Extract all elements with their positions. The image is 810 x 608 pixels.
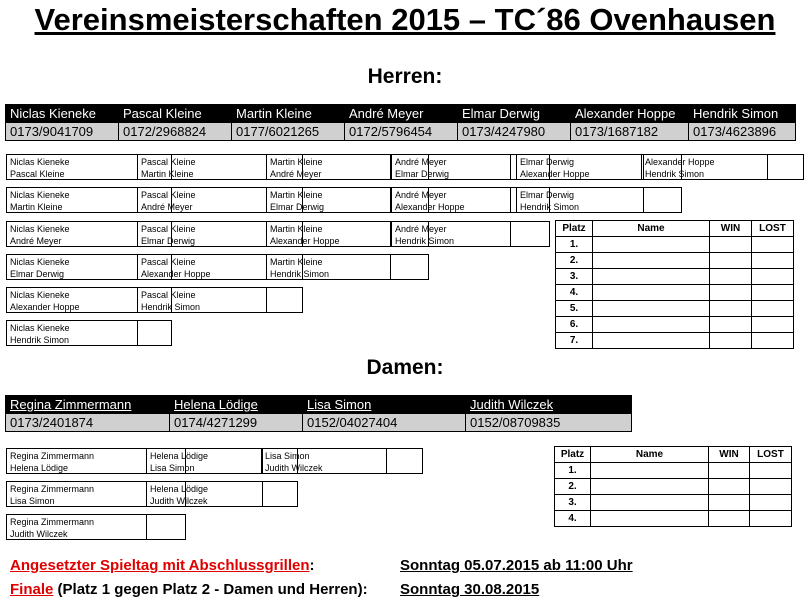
match-player-1: Niclas Kieneke	[10, 190, 70, 200]
contact-phone: 0152/08709835	[466, 414, 632, 432]
ranking-lost-cell[interactable]	[752, 253, 794, 269]
match-player-1: Pascal Kleine	[141, 157, 196, 167]
match-player-2: Alexander Hoppe	[10, 302, 80, 312]
match-player-2: Hendrik Simon	[645, 169, 705, 179]
ranking-win-cell[interactable]	[709, 479, 750, 495]
ranking-win-cell[interactable]	[710, 253, 752, 269]
match-player-1: André Meyer	[395, 224, 447, 234]
match-box	[146, 481, 298, 507]
ranking-lost-cell[interactable]	[750, 511, 792, 527]
match-result-cell[interactable]	[386, 448, 423, 474]
match-players	[265, 450, 323, 474]
match-player-2: Elmar Derwig	[141, 236, 196, 246]
match-result-cell[interactable]	[262, 481, 298, 507]
ranking-name-cell[interactable]	[591, 479, 709, 495]
footer-label-1: Angesetzter Spieltag mit Abschlussgrillen	[10, 557, 310, 574]
footer-value-1: Sonntag 05.07.2015 ab 11:00 Uhr	[400, 557, 633, 574]
ranking-win-cell[interactable]	[710, 285, 752, 301]
match-player-2: Elmar Derwig	[10, 269, 65, 279]
footer-line-2	[10, 581, 368, 599]
match-player-2: André Meyer	[270, 169, 322, 179]
match-player-2: Hendrik Simon	[395, 236, 455, 246]
ranking-row	[556, 333, 794, 349]
match-player-2: Judith Wilczek	[150, 496, 208, 506]
ranking-name-cell[interactable]	[591, 495, 709, 511]
ranking-lost-cell[interactable]	[752, 301, 794, 317]
ranking-win-cell[interactable]	[709, 495, 750, 511]
ranking-row	[556, 285, 794, 301]
ranking-place: 1.	[556, 237, 593, 253]
match-player-1: Lisa Simon	[265, 451, 310, 461]
contact-name: Regina Zimmermann	[6, 396, 170, 414]
footer-line-1	[10, 557, 315, 575]
match-player-1: Pascal Kleine	[141, 190, 196, 200]
contact-name: Judith Wilczek	[466, 396, 632, 414]
contact-name: Niclas Kieneke	[6, 105, 119, 123]
match-player-2: Martin Kleine	[141, 169, 194, 179]
ranking-header: WIN	[709, 447, 750, 463]
match-box	[641, 154, 804, 180]
ranking-header: Name	[591, 447, 709, 463]
match-players	[141, 223, 196, 247]
match-player-2: Alexander Hoppe	[141, 269, 211, 279]
match-player-1: Helena Lödige	[150, 451, 209, 461]
ranking-name-cell[interactable]	[593, 333, 710, 349]
damen-heading: Damen:	[366, 356, 444, 379]
match-player-1: Pascal Kleine	[141, 290, 196, 300]
ranking-row	[556, 269, 794, 285]
match-players	[10, 156, 70, 180]
match-player-1: Elmar Derwig	[520, 157, 575, 167]
ranking-win-cell[interactable]	[710, 301, 752, 317]
match-players	[270, 156, 323, 180]
contact-phone: 0173/2401874	[6, 414, 170, 432]
match-player-2: Hendrik Simon	[520, 202, 580, 212]
ranking-lost-cell[interactable]	[750, 495, 792, 511]
match-players	[141, 189, 196, 213]
ranking-name-cell[interactable]	[593, 253, 710, 269]
match-players	[150, 483, 208, 507]
ranking-place: 2.	[556, 253, 593, 269]
contact-phone: 0173/9041709	[6, 123, 119, 141]
match-result-cell[interactable]	[266, 287, 303, 313]
match-players	[270, 223, 340, 247]
herren-heading: Herren:	[367, 65, 443, 88]
ranking-row	[556, 301, 794, 317]
herren-ranking-table	[555, 220, 794, 349]
match-box	[261, 448, 423, 474]
match-players	[10, 322, 70, 346]
contact-phone: 0173/4247980	[458, 123, 571, 141]
match-player-1: Martin Kleine	[270, 190, 323, 200]
ranking-row	[556, 237, 794, 253]
ranking-header: Platz	[556, 221, 593, 237]
match-player-1: Regina Zimmermann	[10, 451, 95, 461]
ranking-lost-cell[interactable]	[752, 269, 794, 285]
match-result-cell[interactable]	[390, 254, 429, 280]
match-players	[150, 450, 208, 474]
match-player-1: André Meyer	[395, 190, 447, 200]
damen-ranking-table	[554, 446, 792, 527]
match-result-cell[interactable]	[643, 187, 682, 213]
ranking-row	[555, 463, 792, 479]
match-player-1: Niclas Kieneke	[10, 224, 70, 234]
match-player-1: Niclas Kieneke	[10, 257, 70, 267]
ranking-win-cell[interactable]	[710, 237, 752, 253]
match-player-1: Martin Kleine	[270, 224, 323, 234]
contact-name: Pascal Kleine	[119, 105, 232, 123]
ranking-name-cell[interactable]	[593, 269, 710, 285]
ranking-header-row	[555, 447, 792, 463]
match-player-2: Lisa Simon	[10, 496, 55, 506]
match-players	[645, 156, 715, 180]
ranking-header-row	[556, 221, 794, 237]
page-title: Vereinsmeisterschaften 2015 – TC´86 Ovenhausen	[34, 2, 776, 37]
match-player-2: Martin Kleine	[10, 202, 63, 212]
match-players	[141, 289, 200, 313]
ranking-lost-cell[interactable]	[752, 237, 794, 253]
match-players	[10, 223, 70, 247]
match-box	[137, 287, 303, 313]
ranking-place: 4.	[555, 511, 591, 527]
contact-name: André Meyer	[345, 105, 458, 123]
contact-name: Elmar Derwig	[458, 105, 571, 123]
match-player-2: Helena Lödige	[10, 463, 69, 473]
match-players	[520, 156, 590, 180]
match-player-1: Regina Zimmermann	[10, 517, 95, 527]
contact-name: Alexander Hoppe	[571, 105, 689, 123]
match-player-1: Martin Kleine	[270, 157, 323, 167]
ranking-lost-cell[interactable]	[752, 333, 794, 349]
match-player-1: Pascal Kleine	[141, 257, 196, 267]
footer-label-2: Finale	[10, 581, 54, 598]
match-box	[6, 320, 172, 346]
herren-contact-table	[5, 104, 796, 141]
match-player-2: Lisa Simon	[150, 463, 195, 473]
damen-contact-table	[5, 395, 632, 432]
ranking-name-cell[interactable]	[593, 301, 710, 317]
contact-name: Hendrik Simon	[689, 105, 796, 123]
match-player-2: Hendrik Simon	[10, 335, 70, 345]
match-player-2: Pascal Kleine	[10, 169, 65, 179]
ranking-place: 1.	[555, 463, 591, 479]
match-box	[516, 187, 682, 213]
match-result-cell[interactable]	[137, 320, 172, 346]
match-player-2: Judith Wilczek	[10, 529, 68, 539]
ranking-place: 4.	[556, 285, 593, 301]
ranking-header: Name	[593, 221, 710, 237]
match-player-2: Alexander Hoppe	[520, 169, 590, 179]
ranking-win-cell[interactable]	[709, 511, 750, 527]
contact-name: Helena Lödige	[170, 396, 303, 414]
match-player-2: Alexander Hoppe	[395, 202, 465, 212]
contact-phone: 0174/4271299	[170, 414, 303, 432]
ranking-header: LOST	[752, 221, 794, 237]
ranking-place: 7.	[556, 333, 593, 349]
match-box	[6, 514, 186, 540]
match-player-2: Elmar Derwig	[395, 169, 450, 179]
footer-suffix-1: :	[309, 557, 315, 574]
ranking-name-cell[interactable]	[593, 317, 710, 333]
match-player-1: André Meyer	[395, 157, 447, 167]
match-players	[395, 189, 465, 213]
match-players	[10, 256, 70, 280]
ranking-lost-cell[interactable]	[752, 317, 794, 333]
match-player-1: Helena Lödige	[150, 484, 209, 494]
match-player-1: Regina Zimmermann	[10, 484, 95, 494]
contact-name: Martin Kleine	[232, 105, 345, 123]
match-result-cell[interactable]	[146, 514, 186, 540]
match-players	[10, 289, 80, 313]
match-player-1: Niclas Kieneke	[10, 290, 70, 300]
contact-phone: 0173/4623896	[689, 123, 796, 141]
match-players	[520, 189, 579, 213]
match-player-2: Elmar Derwig	[270, 202, 325, 212]
ranking-place: 5.	[556, 301, 593, 317]
ranking-name-cell[interactable]	[593, 237, 710, 253]
ranking-win-cell[interactable]	[709, 463, 750, 479]
contact-phone: 0177/6021265	[232, 123, 345, 141]
match-player-2: Hendrik Simon	[270, 269, 330, 279]
contact-phone: 0172/2968824	[119, 123, 232, 141]
ranking-row	[555, 479, 792, 495]
ranking-win-cell[interactable]	[710, 333, 752, 349]
footer-value-2: Sonntag 30.08.2015	[400, 581, 540, 598]
match-player-1: Elmar Derwig	[520, 190, 575, 200]
contact-name: Lisa Simon	[303, 396, 466, 414]
ranking-lost-cell[interactable]	[750, 463, 792, 479]
match-player-2: André Meyer	[10, 236, 62, 246]
match-player-1: Pascal Kleine	[141, 224, 196, 234]
contact-phone: 0152/04027404	[303, 414, 466, 432]
contact-phone: 0172/5796454	[345, 123, 458, 141]
match-box	[266, 254, 429, 280]
match-players	[395, 156, 449, 180]
ranking-header: WIN	[710, 221, 752, 237]
ranking-row	[555, 511, 792, 527]
match-players	[10, 483, 94, 507]
ranking-place: 2.	[555, 479, 591, 495]
match-player-1: Niclas Kieneke	[10, 157, 70, 167]
match-players	[270, 189, 324, 213]
match-player-1: Alexander Hoppe	[645, 157, 715, 167]
ranking-row	[555, 495, 792, 511]
ranking-lost-cell[interactable]	[750, 479, 792, 495]
ranking-name-cell[interactable]	[591, 511, 709, 527]
match-box	[391, 221, 550, 247]
ranking-lost-cell[interactable]	[752, 285, 794, 301]
footer-suffix-2: (Platz 1 gegen Platz 2 - Damen und Herren):	[53, 581, 368, 598]
match-players	[10, 516, 94, 540]
match-player-2: Judith Wilczek	[265, 463, 323, 473]
match-players	[141, 256, 211, 280]
ranking-place: 3.	[555, 495, 591, 511]
match-player-2: André Meyer	[141, 202, 193, 212]
ranking-name-cell[interactable]	[591, 463, 709, 479]
match-players	[10, 450, 94, 474]
ranking-name-cell[interactable]	[593, 285, 710, 301]
ranking-win-cell[interactable]	[710, 269, 752, 285]
match-result-cell[interactable]	[767, 154, 804, 180]
ranking-row	[556, 253, 794, 269]
match-player-1: Niclas Kieneke	[10, 323, 70, 333]
contact-phone: 0173/1687182	[571, 123, 689, 141]
match-result-cell[interactable]	[510, 221, 550, 247]
ranking-place: 3.	[556, 269, 593, 285]
ranking-header: LOST	[750, 447, 792, 463]
match-players	[141, 156, 196, 180]
ranking-row	[556, 317, 794, 333]
match-players	[10, 189, 70, 213]
match-player-1: Martin Kleine	[270, 257, 323, 267]
match-player-2: Alexander Hoppe	[270, 236, 340, 246]
ranking-win-cell[interactable]	[710, 317, 752, 333]
match-players	[270, 256, 329, 280]
match-player-2: Hendrik Simon	[141, 302, 201, 312]
ranking-header: Platz	[555, 447, 591, 463]
ranking-place: 6.	[556, 317, 593, 333]
match-players	[395, 223, 454, 247]
